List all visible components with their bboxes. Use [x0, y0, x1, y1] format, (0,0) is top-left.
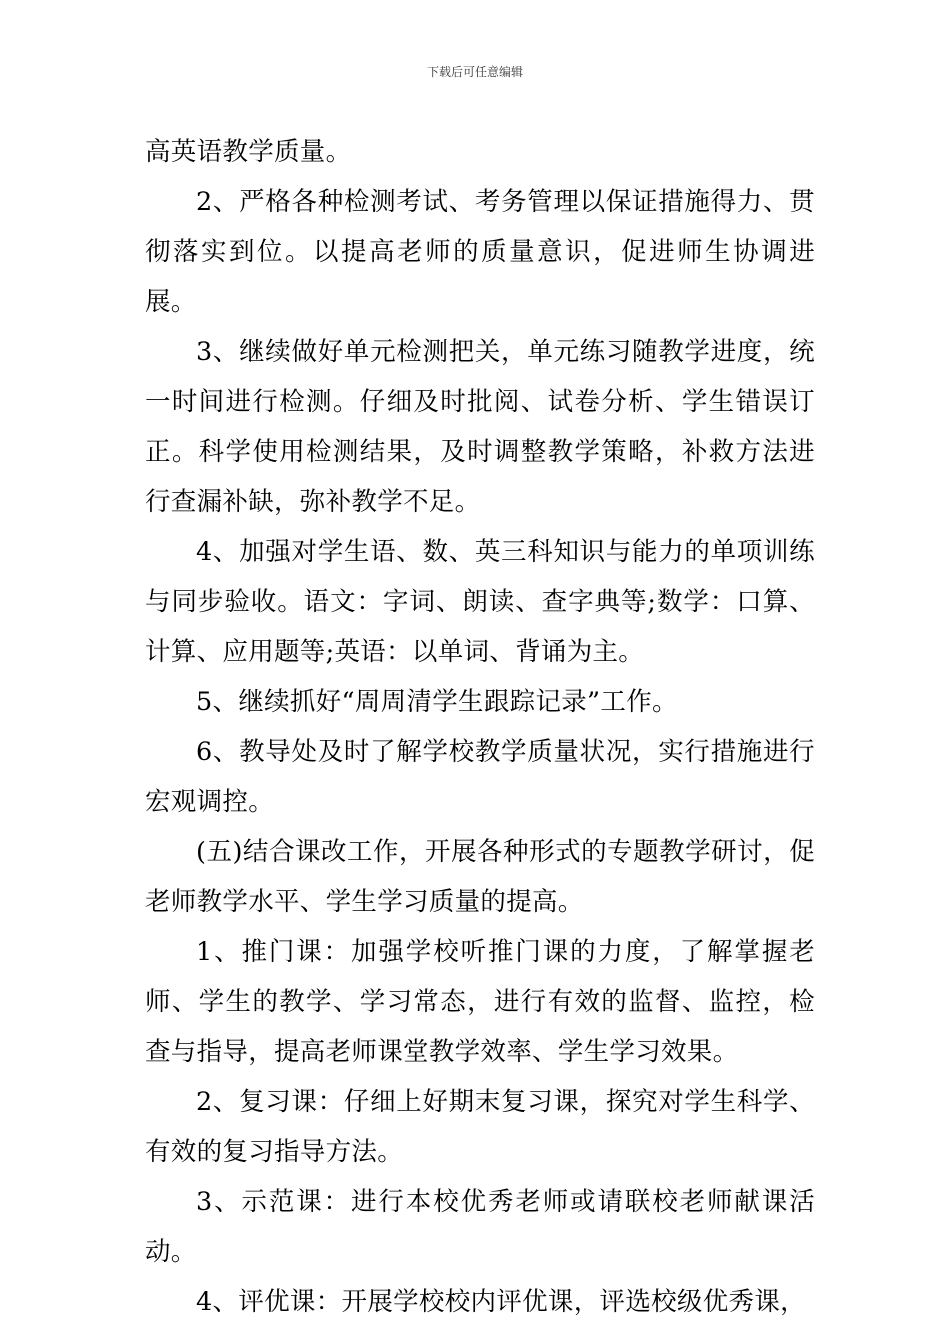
- document-body: [145, 127, 815, 1327]
- paragraph: 6、教导处及时了解学校教学质量状况，实行措施进行宏观调控。: [145, 737, 815, 817]
- paragraph: 2、严格各种检测考试、考务管理以保证措施得力、贯彻落实到位。以提高老师的质量意识，促进师生协调进展。: [145, 187, 815, 317]
- paragraph: 3、继续做好单元检测把关，单元练习随教学进度，统一时间进行检测。仔细及时批阅、试卷分析、学生错误订正。科学使用检测结果，及时调整教学策略，补救方法进行查漏补缺，弥补教学不足。: [145, 337, 815, 517]
- paragraph: 4、评优课：开展学校校内评优课，评选校级优秀课，: [196, 1287, 806, 1317]
- paragraph: 3、示范课：进行本校优秀老师或请联校老师献课活动。: [145, 1187, 815, 1267]
- paragraph: 高英语教学质量。: [145, 137, 352, 167]
- paragraph: 2、复习课：仔细上好期末复习课，探究对学生科学、有效的复习指导方法。: [145, 1087, 815, 1167]
- paragraph: 1、推门课：加强学校听推门课的力度，了解掌握老师、学生的教学、学习常态，进行有效的监督、监控，检查与指导，提高老师课堂教学效率、学生学习效果。: [145, 937, 815, 1067]
- page-header: 下载后可任意编辑: [426, 65, 523, 79]
- paragraph: 4、加强对学生语、数、英三科知识与能力的单项训练与同步验收。语文：字词、朗读、查字典等;数学：口算、计算、应用题等;英语：以单词、背诵为主。: [145, 537, 815, 667]
- paragraph: 5、继续抓好“周周清学生跟踪记录”工作。: [196, 687, 678, 717]
- section-heading: (五)结合课改工作，开展各种形式的专题教学研讨，促老师教学水平、学生学习质量的提高。: [145, 837, 815, 917]
